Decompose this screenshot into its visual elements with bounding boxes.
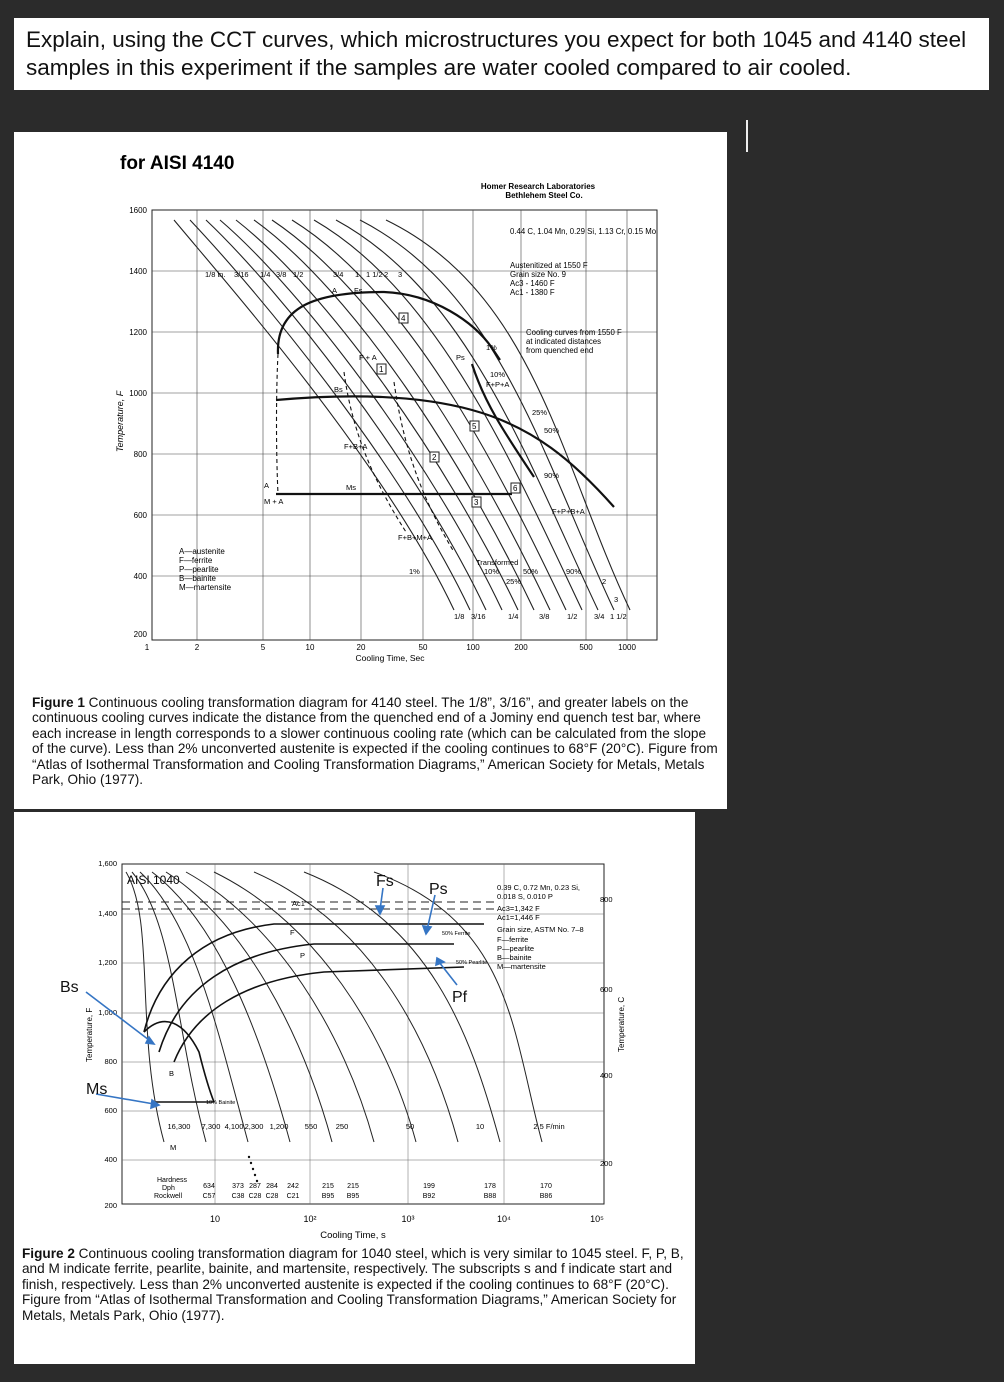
fig1-ylabel: Temperature, F (115, 390, 125, 452)
fig2-ferrite-start (144, 924, 484, 1032)
fig2-rockwell: C28 (248, 1193, 262, 1200)
fig1-region: 2 (602, 577, 607, 586)
fig2-yticks-c (600, 895, 613, 1168)
fig2-p-label: P (300, 951, 306, 960)
fig2-yticks (98, 859, 117, 1210)
fig1-curve-labels-bottom (454, 612, 627, 621)
fig1-lab: Homer Research Laboratories (480, 182, 596, 191)
fig2-pf-arrowhead (436, 958, 444, 965)
fig2-dot (250, 1162, 252, 1164)
fig1-region: F+P+A (486, 380, 510, 389)
fig2-ferrite50-label: 50% Ferrite (442, 931, 471, 937)
fig2-annotation-arrows (86, 888, 457, 1108)
fig1-company: Bethlehem Steel Co. (505, 191, 583, 200)
fig1-cooling-curve (190, 220, 470, 610)
fig2-legend-item: P—pearlite (497, 944, 535, 953)
fig1-curve-label: 3/16 (234, 270, 249, 279)
fig2-ytick-c: 200 (600, 1159, 613, 1168)
fig2-ac3: Ac3=1,342 F (497, 904, 540, 913)
fig2-rockwell: B92 (422, 1193, 436, 1200)
fig1-dashed-boundary (277, 354, 279, 494)
fig2-ac1: Ac1=1,446 F (497, 913, 540, 922)
fig1-curve-label: 2 (384, 270, 389, 279)
fig2-hardness: 215 (347, 1183, 359, 1190)
fig1-box: 6 (513, 484, 518, 493)
fig2-pearlite50-label: 50% Pearlite (456, 960, 488, 966)
question-box (14, 18, 989, 90)
fig1-curve-label: 1/2 (293, 270, 304, 279)
fig2-f-label: F (290, 928, 295, 937)
fig1-region: F+B+A (344, 442, 368, 451)
fig2-hardness-label: Hardness (157, 1177, 187, 1184)
fig2-ytick: 600 (104, 1106, 117, 1115)
fig2-bs-arrow (86, 992, 149, 1040)
fig1-region: F+P+B+A (552, 507, 585, 516)
fig2-hardness-values (203, 1183, 553, 1200)
fig1-legend-item: P—pearlite (179, 565, 219, 574)
fig2-legend-item: M—martensite (497, 962, 546, 971)
fig2-rockwell: B88 (483, 1193, 497, 1200)
fig1-frame (152, 210, 657, 640)
fig1-grid (152, 210, 657, 640)
fig1-region: Bs (334, 385, 343, 394)
fig2-hardness: 373 (232, 1183, 244, 1190)
fig1-caption-label: Figure 1 (32, 695, 85, 710)
fig2-ytick: 1,200 (98, 958, 117, 967)
fig2-hardness: 215 (322, 1183, 334, 1190)
figure2-chart (14, 812, 695, 1242)
question-text: Explain, using the CCT curves, which microstructures you expect for both 1045 and 4140 steel samples in this experiment if the samples are water cooled compared to air cooled. (26, 27, 967, 80)
fig1-region: 25% (532, 408, 548, 417)
fig2-big-labels (60, 873, 471, 1098)
fig1-curve-label: 3/16 (471, 612, 486, 621)
fig2-hardness: 242 (287, 1183, 299, 1190)
fig1-caption (32, 695, 718, 787)
fig1-dashed-boundary (394, 382, 454, 552)
fig1-region: F+B+M+A (398, 533, 432, 542)
fig1-curve-label: 3/4 (333, 270, 344, 279)
fig2-rockwell: C57 (202, 1193, 216, 1200)
fig1-legend-item: A—austenite (179, 547, 225, 556)
fig2-hardness: 287 (249, 1183, 261, 1190)
fig1-legend-item: B—bainite (179, 574, 216, 583)
fig1-cooling-note: Cooling curves from 1550 F (526, 328, 622, 337)
fig2-rate: 2,300 (244, 1122, 264, 1131)
fig1-ytick: 1000 (129, 389, 147, 398)
fig1-region: 90% (544, 471, 560, 480)
fig2-ylabel: Temperature, F (85, 1007, 94, 1062)
fig2-pf-arrow (439, 962, 457, 985)
fig2-ytick: 800 (104, 1057, 117, 1066)
fig2-composition: 0.018 S, 0.010 P (497, 892, 553, 901)
fig2-rockwell: B95 (321, 1193, 335, 1200)
fig2-b-label: B (169, 1069, 175, 1078)
fig1-caption-text: Continuous cooling transformation diagram for 4140 steel. The 1/8”, 3/16”, and greater labels on the continuous cooling curves indicate the distance from the quenched end of a Jominy end quench test bar, where each increase in length corresponds to a slower continuous cooling rate (which can be calculated from the slope of the curve). Less than 2% unconverted austenite is expected if the cooling continues to 68°F (20°C). Figure from “Atlas of Isothermal Transformation and Cooling Transformation Diagrams,” American Society for Metals, Metals Park, Ohio (1977). (32, 695, 718, 788)
fig1-region: Transformed (476, 558, 519, 567)
fig1-xtick: 50 (418, 643, 428, 652)
fig2-pearlite-start (159, 944, 454, 1052)
fig1-cooling-note: at indicated distances (526, 337, 601, 346)
fig2-ytick-c: 400 (600, 1071, 613, 1080)
fig1-region: A (332, 286, 338, 295)
fig1-xtick: 1 (144, 643, 150, 652)
fig2-xtick: 10² (303, 1214, 317, 1224)
fig1-region: 90% (566, 567, 582, 576)
figure1-chart (14, 132, 727, 692)
fig2-ytick-c: 600 (600, 985, 613, 994)
fig1-region: 10% (484, 567, 500, 576)
fig1-xtick: 2 (194, 643, 200, 652)
fig1-ytick: 600 (133, 511, 147, 520)
fig1-xlabel: Cooling Time, Sec (355, 653, 425, 663)
fig1-ferrite-start (278, 292, 500, 360)
fig1-curve-label: 3/4 (594, 612, 605, 621)
fig1-ytick: 1200 (129, 328, 147, 337)
fig2-hardness: 199 (423, 1183, 435, 1190)
fig1-ytick: 800 (133, 450, 147, 459)
fig1-xtick: 200 (514, 643, 528, 652)
fig1-curve-label: 1/4 (260, 270, 271, 279)
fig2-ps-arrowhead (423, 926, 431, 934)
fig2-caption-text: Continuous cooling transformation diagram for 1040 steel, which is very similar to 1045 steel. F, P, B, and M indicate ferrite, pearlite, bainite, and martensite, respectively. The subscripts s and f indicate start and finish, respectively. Less than 2% unconverted austenite is expected if the cooling continues to 68°F (20°C). Figure from “Atlas of Isothermal Transformation and Cooling Transformation Diagrams,” American Society for Metals, Metals Park, Ohio (1977). (22, 1246, 684, 1323)
fig2-notes (497, 883, 584, 971)
fig2-xtick: 10 (209, 1214, 221, 1224)
fig1-title: for AISI 4140 (120, 153, 235, 174)
fig2-composition: 0.39 C, 0.72 Mn, 0.23 Si, (497, 883, 580, 892)
fig1-bainite-start (276, 396, 614, 507)
fig2-rockwell: B86 (539, 1193, 553, 1200)
fig2-hardness: 170 (540, 1183, 552, 1190)
fig1-austenitized: Austenitized at 1550 F (510, 261, 588, 270)
fig2-hardness: 178 (484, 1183, 496, 1190)
fig1-ac3: Ac3 - 1460 F (510, 279, 555, 288)
fig2-m-label: M (170, 1143, 177, 1152)
fig2-caption-label: Figure 2 (22, 1246, 75, 1261)
fig1-legend-item: M—martensite (179, 583, 232, 592)
fig2-hardness: 284 (266, 1183, 278, 1190)
fig2-rockwell: C28 (265, 1193, 279, 1200)
fig1-yticks (129, 206, 147, 639)
fig2-rate: 2.5 F/min (533, 1122, 565, 1131)
fig2-title: AISI 1040 (127, 873, 180, 887)
fig1-region: 10% (490, 370, 506, 379)
fig1-ytick: 200 (133, 630, 147, 639)
fig1-curve-label: 1 (355, 270, 360, 279)
fig2-rate: 550 (304, 1122, 318, 1131)
fig1-box: 2 (432, 453, 437, 462)
fig1-xtick: 10 (305, 643, 315, 652)
fig1-grain-size: Grain size No. 9 (510, 270, 566, 279)
fig2-rate: 50 (405, 1122, 415, 1131)
fig2-ytick-c: 800 (600, 895, 613, 904)
fig1-transformation-lines (276, 292, 614, 507)
fig1-ytick: 1400 (129, 267, 147, 276)
fig1-curve-label: 1/8 in. (205, 270, 226, 279)
fig2-xtick: 10⁴ (497, 1214, 511, 1224)
fig1-box: 3 (474, 498, 479, 507)
fig2-xtick: 10⁵ (590, 1214, 604, 1224)
fig1-curve-label: 3/8 (276, 270, 287, 279)
fig2-xticks (210, 1214, 604, 1224)
fig2-rockwell: B95 (346, 1193, 360, 1200)
fig2-ytick: 400 (104, 1155, 117, 1164)
fig1-ac1: Ac1 - 1380 F (510, 288, 555, 297)
fig1-xticks (145, 643, 637, 652)
fig1-region: 25% (506, 577, 522, 586)
fig1-region: A (264, 481, 270, 490)
fig2-dot (256, 1180, 258, 1182)
fig2-xlabel: Cooling Time, s (320, 1230, 386, 1241)
fig1-region: Ps (456, 353, 465, 362)
fig2-fs-arrowhead (376, 906, 384, 914)
fig1-region: Ms (346, 483, 356, 492)
fig2-bainite10-label: 10% Bainite (206, 1100, 236, 1106)
fig1-ytick: 1600 (129, 206, 147, 215)
fig2-ytick: 1,600 (98, 859, 117, 868)
fig2-rate: 7,300 (201, 1122, 221, 1131)
fig1-box: 5 (472, 422, 477, 431)
fig2-pf-label: Pf (452, 989, 468, 1006)
fig2-rate: 10 (475, 1122, 485, 1131)
fig1-curve-label: 3 (398, 270, 403, 279)
fig1-curve-label: 1/2 (567, 612, 578, 621)
fig1-curve-label: 3/8 (539, 612, 550, 621)
fig2-rate: 250 (335, 1122, 349, 1131)
fig2-dot (252, 1168, 254, 1170)
fig2-fs-label: Fs (376, 873, 394, 890)
fig2-caption (22, 1246, 687, 1323)
fig2-ac1-label: Ac1 (292, 899, 305, 908)
fig2-rate: 4,100 (224, 1122, 244, 1131)
fig2-rockwell: C21 (286, 1193, 300, 1200)
fig1-ytick: 400 (133, 572, 147, 581)
fig1-region: Fs (354, 286, 363, 295)
fig1-curve-label: 1/4 (508, 612, 519, 621)
fig2-legend-item: B—bainite (497, 953, 532, 962)
fig2-hardness: 634 (203, 1183, 215, 1190)
fig2-cooling-curve (254, 872, 458, 1142)
fig2-hardness-labels (154, 1177, 187, 1200)
fig1-box: 1 (379, 365, 384, 374)
fig1-curve-label: 1/8 (454, 612, 465, 621)
fig2-cooling-rates (168, 1122, 565, 1131)
fig2-legend-item: F—ferrite (497, 935, 529, 944)
fig2-ytick: 200 (104, 1201, 117, 1210)
fig1-legend-item: F—ferrite (179, 556, 213, 565)
fig2-pearlite-finish (174, 967, 464, 1062)
fig2-rate: 1,200 (269, 1122, 289, 1131)
figure2-panel (14, 812, 695, 1364)
text-cursor (746, 120, 748, 152)
fig2-dot (248, 1156, 250, 1158)
fig1-region: 1% (409, 567, 420, 576)
fig2-ms-arrowhead (151, 1100, 159, 1108)
fig1-xtick: 500 (579, 643, 593, 652)
fig1-region: 1% (486, 343, 497, 352)
fig1-region: F + A (359, 353, 377, 362)
fig2-ms-label: Ms (86, 1081, 108, 1098)
fig2-rockwell: C38 (231, 1193, 245, 1200)
fig2-hardness-label: Rockwell (154, 1193, 183, 1200)
fig1-region: 50% (523, 567, 539, 576)
fig1-dashed-lines (277, 354, 455, 552)
fig2-bs-label: Bs (60, 979, 79, 996)
fig2-grain: Grain size, ASTM No. 7–8 (497, 925, 584, 934)
fig1-xtick: 5 (260, 643, 266, 652)
fig2-rate: 16,300 (167, 1122, 191, 1131)
fig1-legend (179, 547, 232, 592)
fig1-region: 50% (544, 426, 560, 435)
fig2-ytick: 1,000 (98, 1008, 117, 1017)
fig2-hardness-label: Dph (162, 1185, 175, 1192)
fig2-ytick: 1,400 (98, 909, 117, 918)
fig1-composition: 0.44 C, 1.04 Mn, 0.29 Si, 1.13 Cr, 0.15 Mo (510, 227, 657, 236)
fig1-curve-label: 1 1/2 (610, 612, 627, 621)
fig1-xtick: 100 (466, 643, 480, 652)
fig1-curve-labels-top (205, 270, 402, 279)
fig2-ps-label: Ps (429, 881, 448, 898)
fig1-xtick: 1000 (618, 643, 636, 652)
fig1-region: M + A (264, 497, 284, 506)
fig1-region: 3 (614, 595, 619, 604)
fig2-region-labels (169, 899, 487, 1152)
fig2-ylabel-right: Temperature, C (617, 996, 626, 1052)
fig1-curve-label: 1 1/2 (366, 270, 383, 279)
fig2-dot (254, 1174, 256, 1176)
fig2-xtick: 10³ (401, 1214, 415, 1224)
fig1-notes (510, 227, 657, 355)
fig1-box: 4 (401, 314, 406, 323)
figure1-panel (14, 132, 727, 809)
fig1-xtick: 20 (356, 643, 366, 652)
fig1-cooling-note: from quenched end (526, 346, 594, 355)
